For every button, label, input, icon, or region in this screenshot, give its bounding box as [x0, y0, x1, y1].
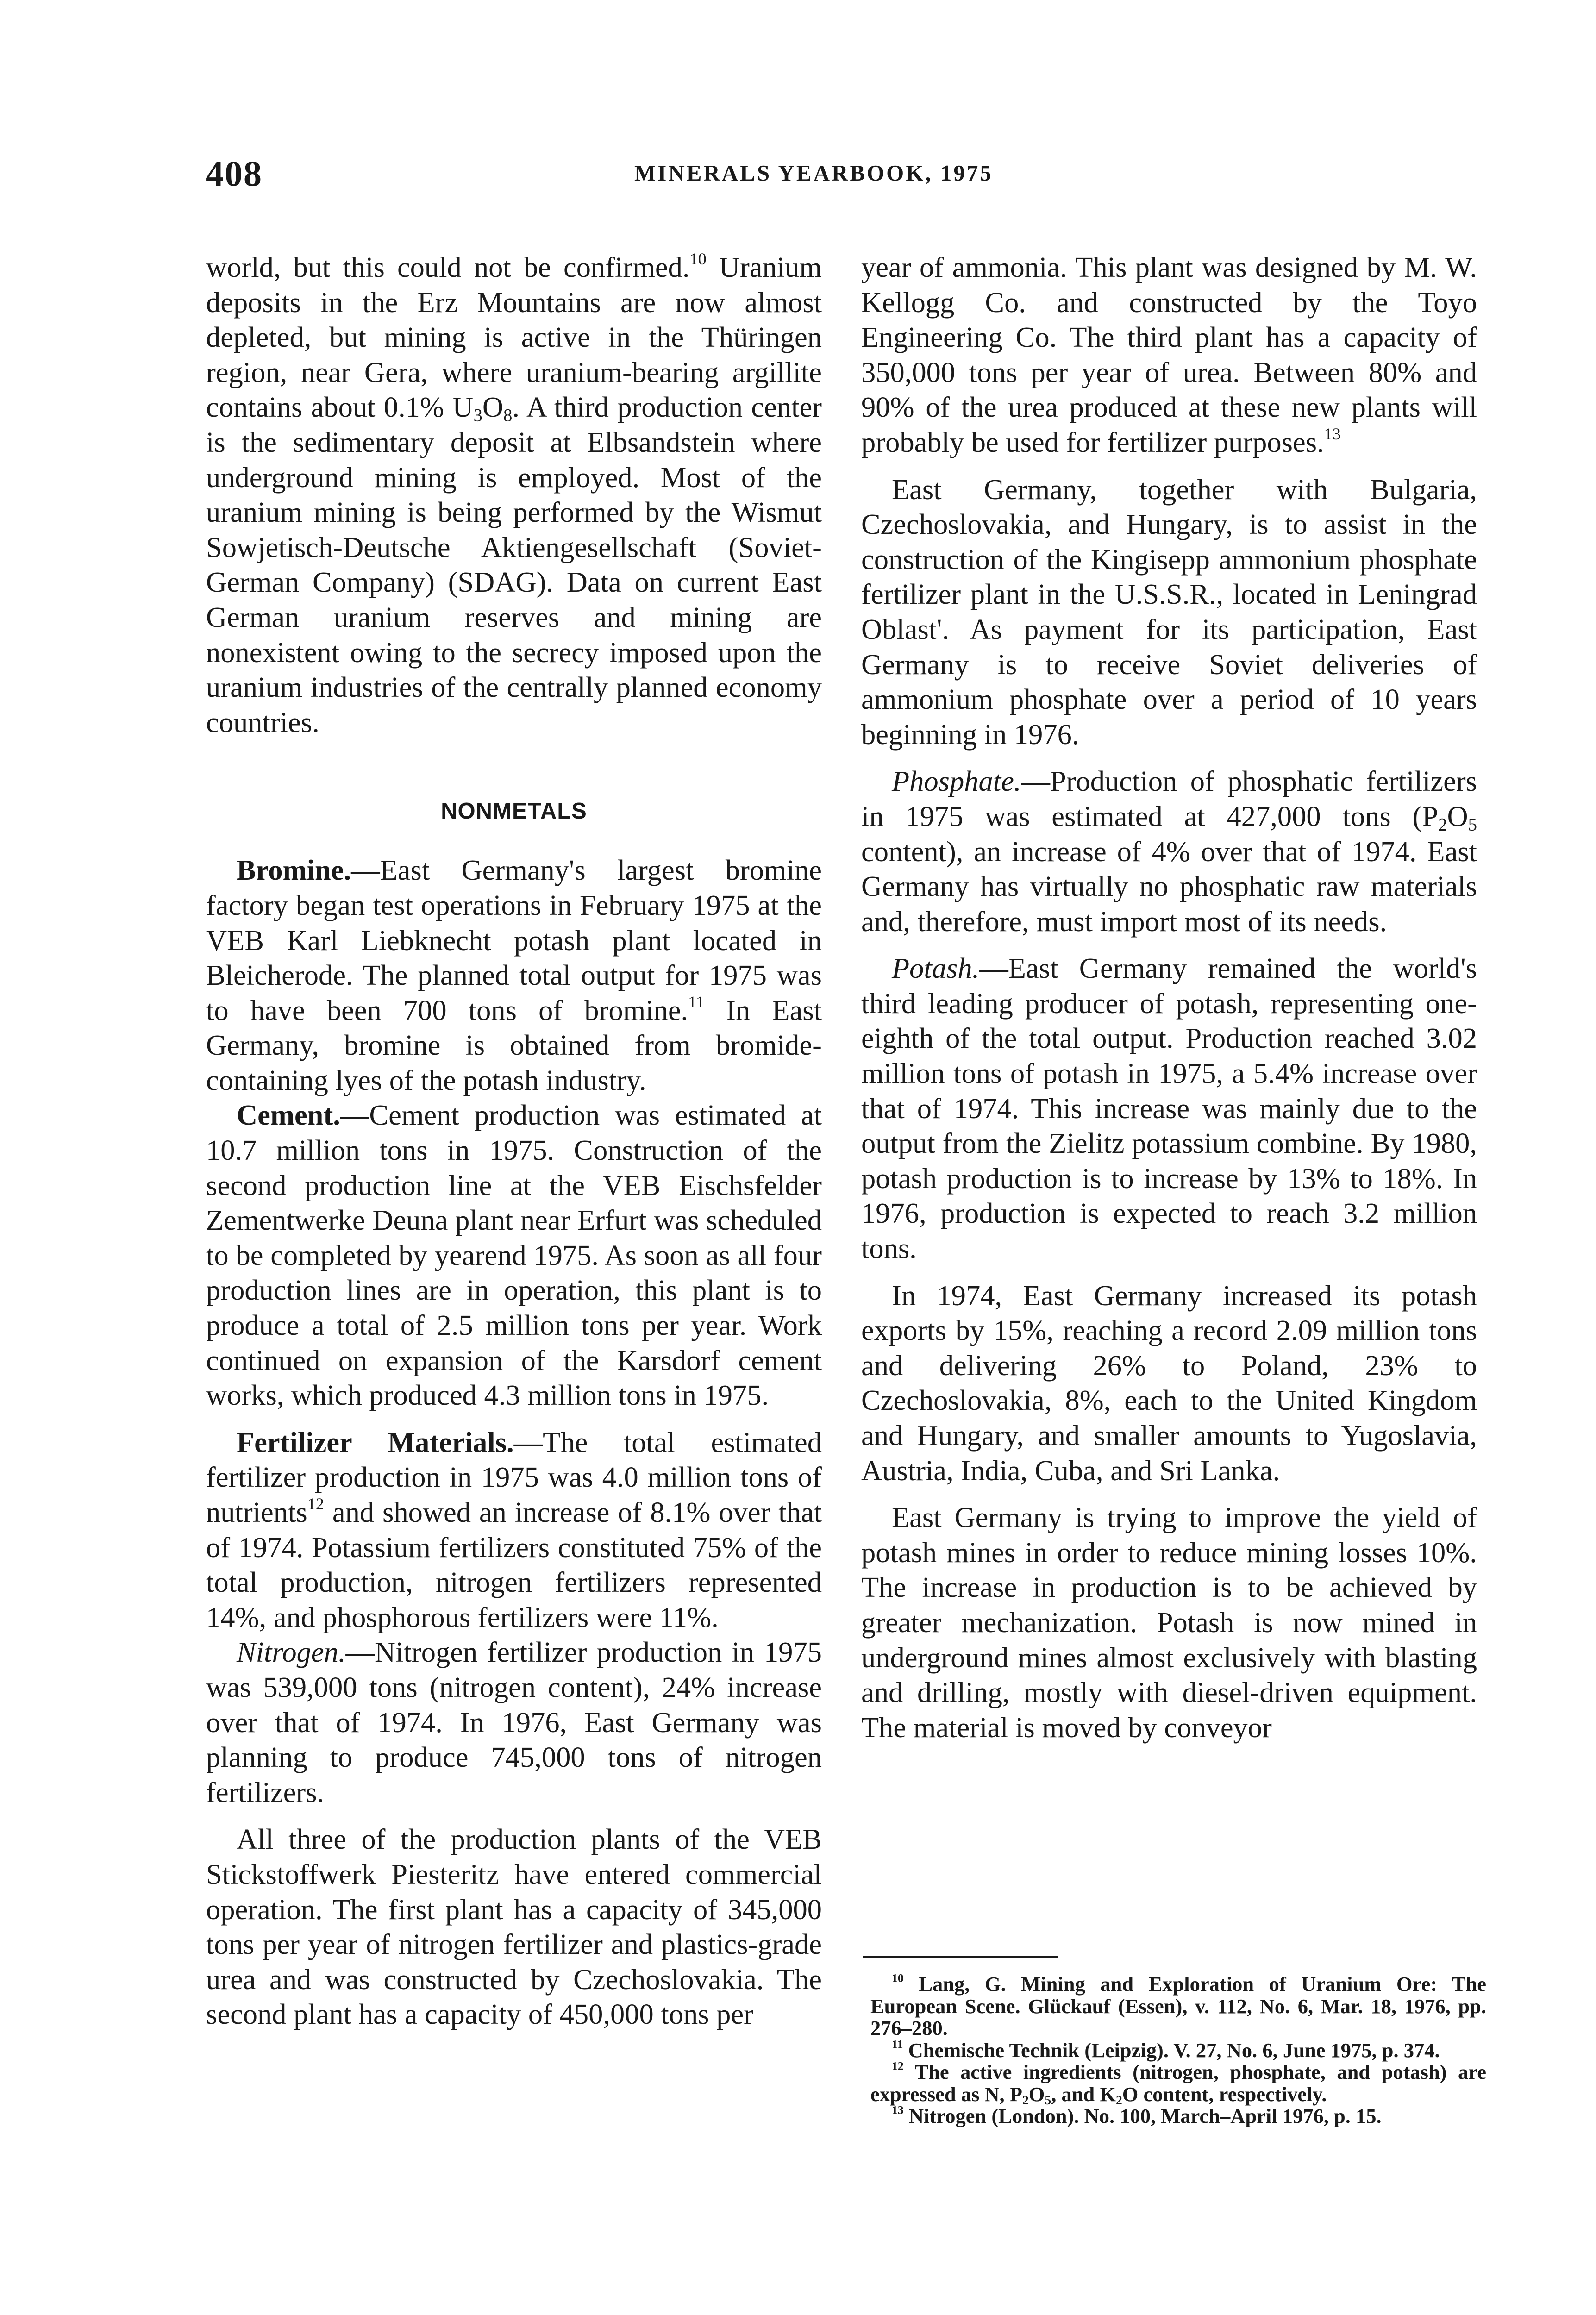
paragraph-uranium: world, but this could not be confirmed.$^{10}$ Uranium deposits in the Erz Mountains are now almost depleted, but mining is active in the Thüringen region, near Gera, where uranium-bearing argillite contains about 0.1% $U_3O_8$. A third production center is the sedimentary deposit at Elbsandstein where underground mining is employed. Most of the uranium mining is being performed by the Wismut Sowjetisch-Deutsche Aktiengesellschaft (Soviet-German Company) (SDAG). Data on current East German uranium reserves and mining are nonexistent owing to the secrecy imposed upon the uranium industries of the centrally planned economy countries.	[206, 249, 822, 738]
paragraph-bromine: Bromine.—East Germany's largest bromine factory began test operations in February 1975 at the VEB Karl Liebknecht potash plant located in Bleicherode. The planned total output for 1975 was to have been 700 tons of bromine.$^{11}$ In East Germany, bromine is obtained from bromide-containing lyes of the potash industry.	[206, 854, 822, 1096]
footnote-11: $^{11}$ Chemische Technik (Leipzig). V. 27, No. 6, June 1975, p. 374.	[892, 2037, 1440, 2062]
footnote-ref-13[interactable]: 13	[1324, 424, 1341, 443]
paragraph-exports: In 1974, East Germany increased its potash exports by 15%, reaching a record 2.09 million tons and delivering 26% to Poland, 23% to Czechoslovakia, 8%, each to the United Kingdom and Hungary, and smaller amounts to Yugoslavia, Austria, India, Cuba, and Sri Lanka.	[861, 1279, 1477, 1487]
footnote-ref-10[interactable]: 10	[689, 249, 707, 268]
paragraph-yield: East Germany is trying to improve the yield of potash mines in order to reduce mining losses 10%. The increase in production is to be achieved by greater mechanization. Potash is now mined in underground mines almost exclusively with blasting and drilling, mostly with diesel-driven equipment. The material is moved by conveyor	[861, 1501, 1477, 1744]
footnote-ref-12[interactable]: 12	[307, 1494, 324, 1513]
footnote-10: $^{10}$ Lang, G. Mining and Exploration of Uranium Ore: The European Scene. Glückauf (Essen), v. 112, No. 6, Mar. 18, 1976, pp. 276–280.	[870, 1971, 1486, 2040]
run-in-heading: Phosphate.	[892, 765, 1021, 798]
section-heading-nonmetals: NONMETALS	[441, 799, 587, 824]
footnotes	[870, 1973, 1486, 2127]
running-head: MINERALS YEARBOOK, 1975	[634, 160, 993, 186]
paragraph-fertilizer: Fertilizer Materials.—The total estimated fertilizer production in 1975 was 4.0 million tons of nutrients$^{12}$ and showed an increase of 8.1% over that of 1974. Potassium fertilizers constituted 75% of the total production, nitrogen fertilizers represented 14%, and phosphorous fertilizers were 11%.	[206, 1426, 822, 1633]
left-column	[206, 250, 822, 2032]
paragraph-kingisepp: East Germany, together with Bulgaria, Czechoslovakia, and Hungary, is to assist in the construction of the Kingisepp ammonium phosphate fertilizer plant in the U.S.S.R., located in Leningrad Oblast'. As payment for its participation, East Germany is to receive Soviet deliveries of ammonium phosphate over a period of 10 years beginning in 1976.	[861, 473, 1477, 751]
paragraph-urea: year of ammonia. This plant was designed by M. W. Kellogg Co. and constructed by the Toyo Engineering Co. The third plant has a capacity of 350,000 tons per year of urea. Between 80% and 90% of the urea produced at these new plants will probably be used for fertilizer purposes.$^{13}$	[861, 251, 1477, 458]
run-in-heading: Cement.	[237, 1099, 340, 1132]
page-number: 408	[206, 153, 263, 194]
paragraph-phosphate: Phosphate.—Production of phosphatic fertilizers in 1975 was estimated at 427,000 tons ($P_2O_5$ content), an increase of 4% over that of 1974. East Germany has virtually no phosphatic raw materials and, therefore, must import most of its needs.	[861, 765, 1477, 938]
footnote-13: $^{13}$ Nitrogen (London). No. 100, March–April 1976, p. 15.	[892, 2103, 1382, 2127]
run-in-heading: Fertilizer Materials.	[237, 1426, 514, 1458]
run-in-heading: Nitrogen.	[237, 1636, 346, 1669]
footnote-12: $^{12}$ The active ingredients (nitrogen, phosphate, and potash) are expressed as N, $P_2O_5$, and $K_2O$ content, respectively.	[870, 2059, 1486, 2107]
paragraph-piesteritz: All three of the production plants of the VEB Stickstoffwerk Piesteritz have entered commercial operation. The first plant has a capacity of 345,000 tons per year of nitrogen fertilizer and plastics-grade urea and was constructed by Czechoslovakia. The second plant has a capacity of 450,000 tons per	[206, 1823, 822, 2031]
footnote-divider	[863, 1956, 1058, 1958]
footnote-ref-11[interactable]: 11	[688, 992, 705, 1011]
paragraph-nitrogen: Nitrogen.—Nitrogen fertilizer production in 1975 was 539,000 tons (nitrogen content), 24% increase over that of 1974. In 1976, East Germany was planning to produce 745,000 tons of nitrogen fertilizers.	[206, 1636, 822, 1808]
run-in-heading: Potash.	[892, 952, 980, 985]
run-in-heading: Bromine.	[237, 854, 351, 887]
right-column	[861, 250, 1477, 1745]
paragraph-cement: Cement.—Cement production was estimated at 10.7 million tons in 1975. Construction of the second production line at the VEB Eischsfelder Zementwerke Deuna plant near Erfurt was scheduled to be completed by yearend 1975. As soon as all four production lines are in operation, this plant is to produce a total of 2.5 million tons per year. Work continued on expansion of the Karsdorf cement works, which produced 4.3 million tons in 1975.	[206, 1099, 822, 1412]
paragraph-potash: Potash.—East Germany remained the world's third leading producer of potash, representing one-eighth of the total output. Production reached 3.02 million tons of potash in 1975, a 5.4% increase over that of 1974. This increase was mainly due to the output from the Zielitz potassium combine. By 1980, potash production is to increase by 13% to 18%. In 1976, production is expected to reach 3.2 million tons.	[861, 952, 1477, 1265]
